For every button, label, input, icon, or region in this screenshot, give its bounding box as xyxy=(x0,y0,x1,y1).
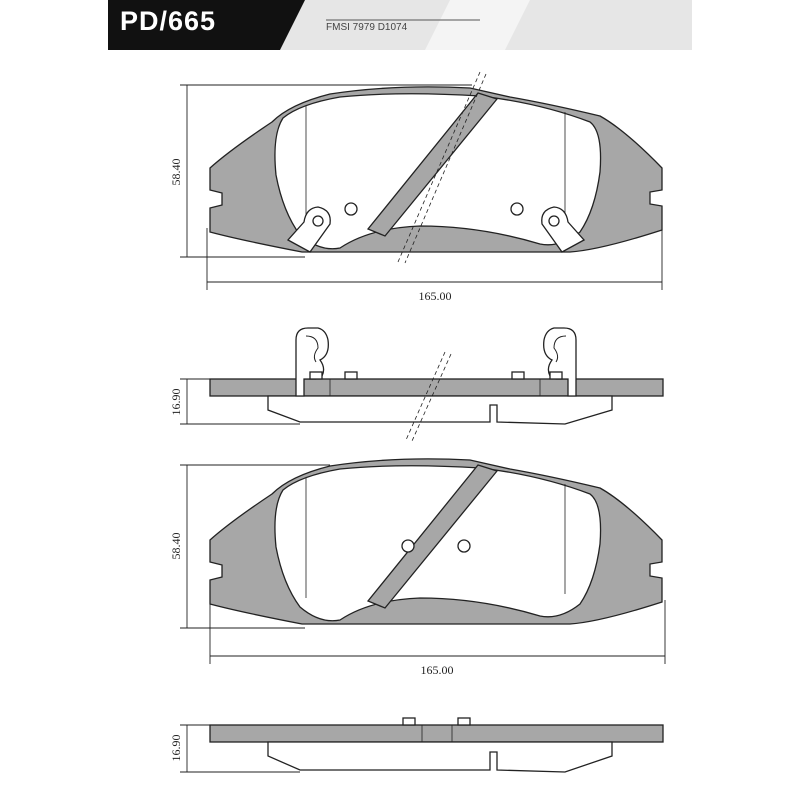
mount-hole-left xyxy=(345,203,357,215)
side-backing-plate xyxy=(210,379,663,396)
side-friction-lining-plain xyxy=(268,742,612,772)
top-view-width-label: 165.00 xyxy=(418,289,452,303)
bottom-side-thickness-label: 16.90 xyxy=(169,734,183,762)
mount-hole-left-plain xyxy=(402,540,414,552)
side-friction-lining xyxy=(268,396,612,424)
mount-hole-right xyxy=(511,203,523,215)
mount-hole-right-plain xyxy=(458,540,470,552)
bottom-view-width-label: 165.00 xyxy=(420,663,454,677)
side-view-thickness-label: 16.90 xyxy=(169,388,183,416)
top-view-height-label: 58.40 xyxy=(169,158,183,186)
part-code: PD/665 xyxy=(120,6,217,36)
front-view-with-clips xyxy=(210,72,662,263)
side-backing-plate-plain xyxy=(210,725,663,742)
side-view-plain xyxy=(210,718,663,772)
front-view-plain xyxy=(210,459,662,624)
fmsi-label: FMSI 7979 D1074 xyxy=(326,22,408,33)
bottom-view-height-label: 58.40 xyxy=(169,532,183,560)
